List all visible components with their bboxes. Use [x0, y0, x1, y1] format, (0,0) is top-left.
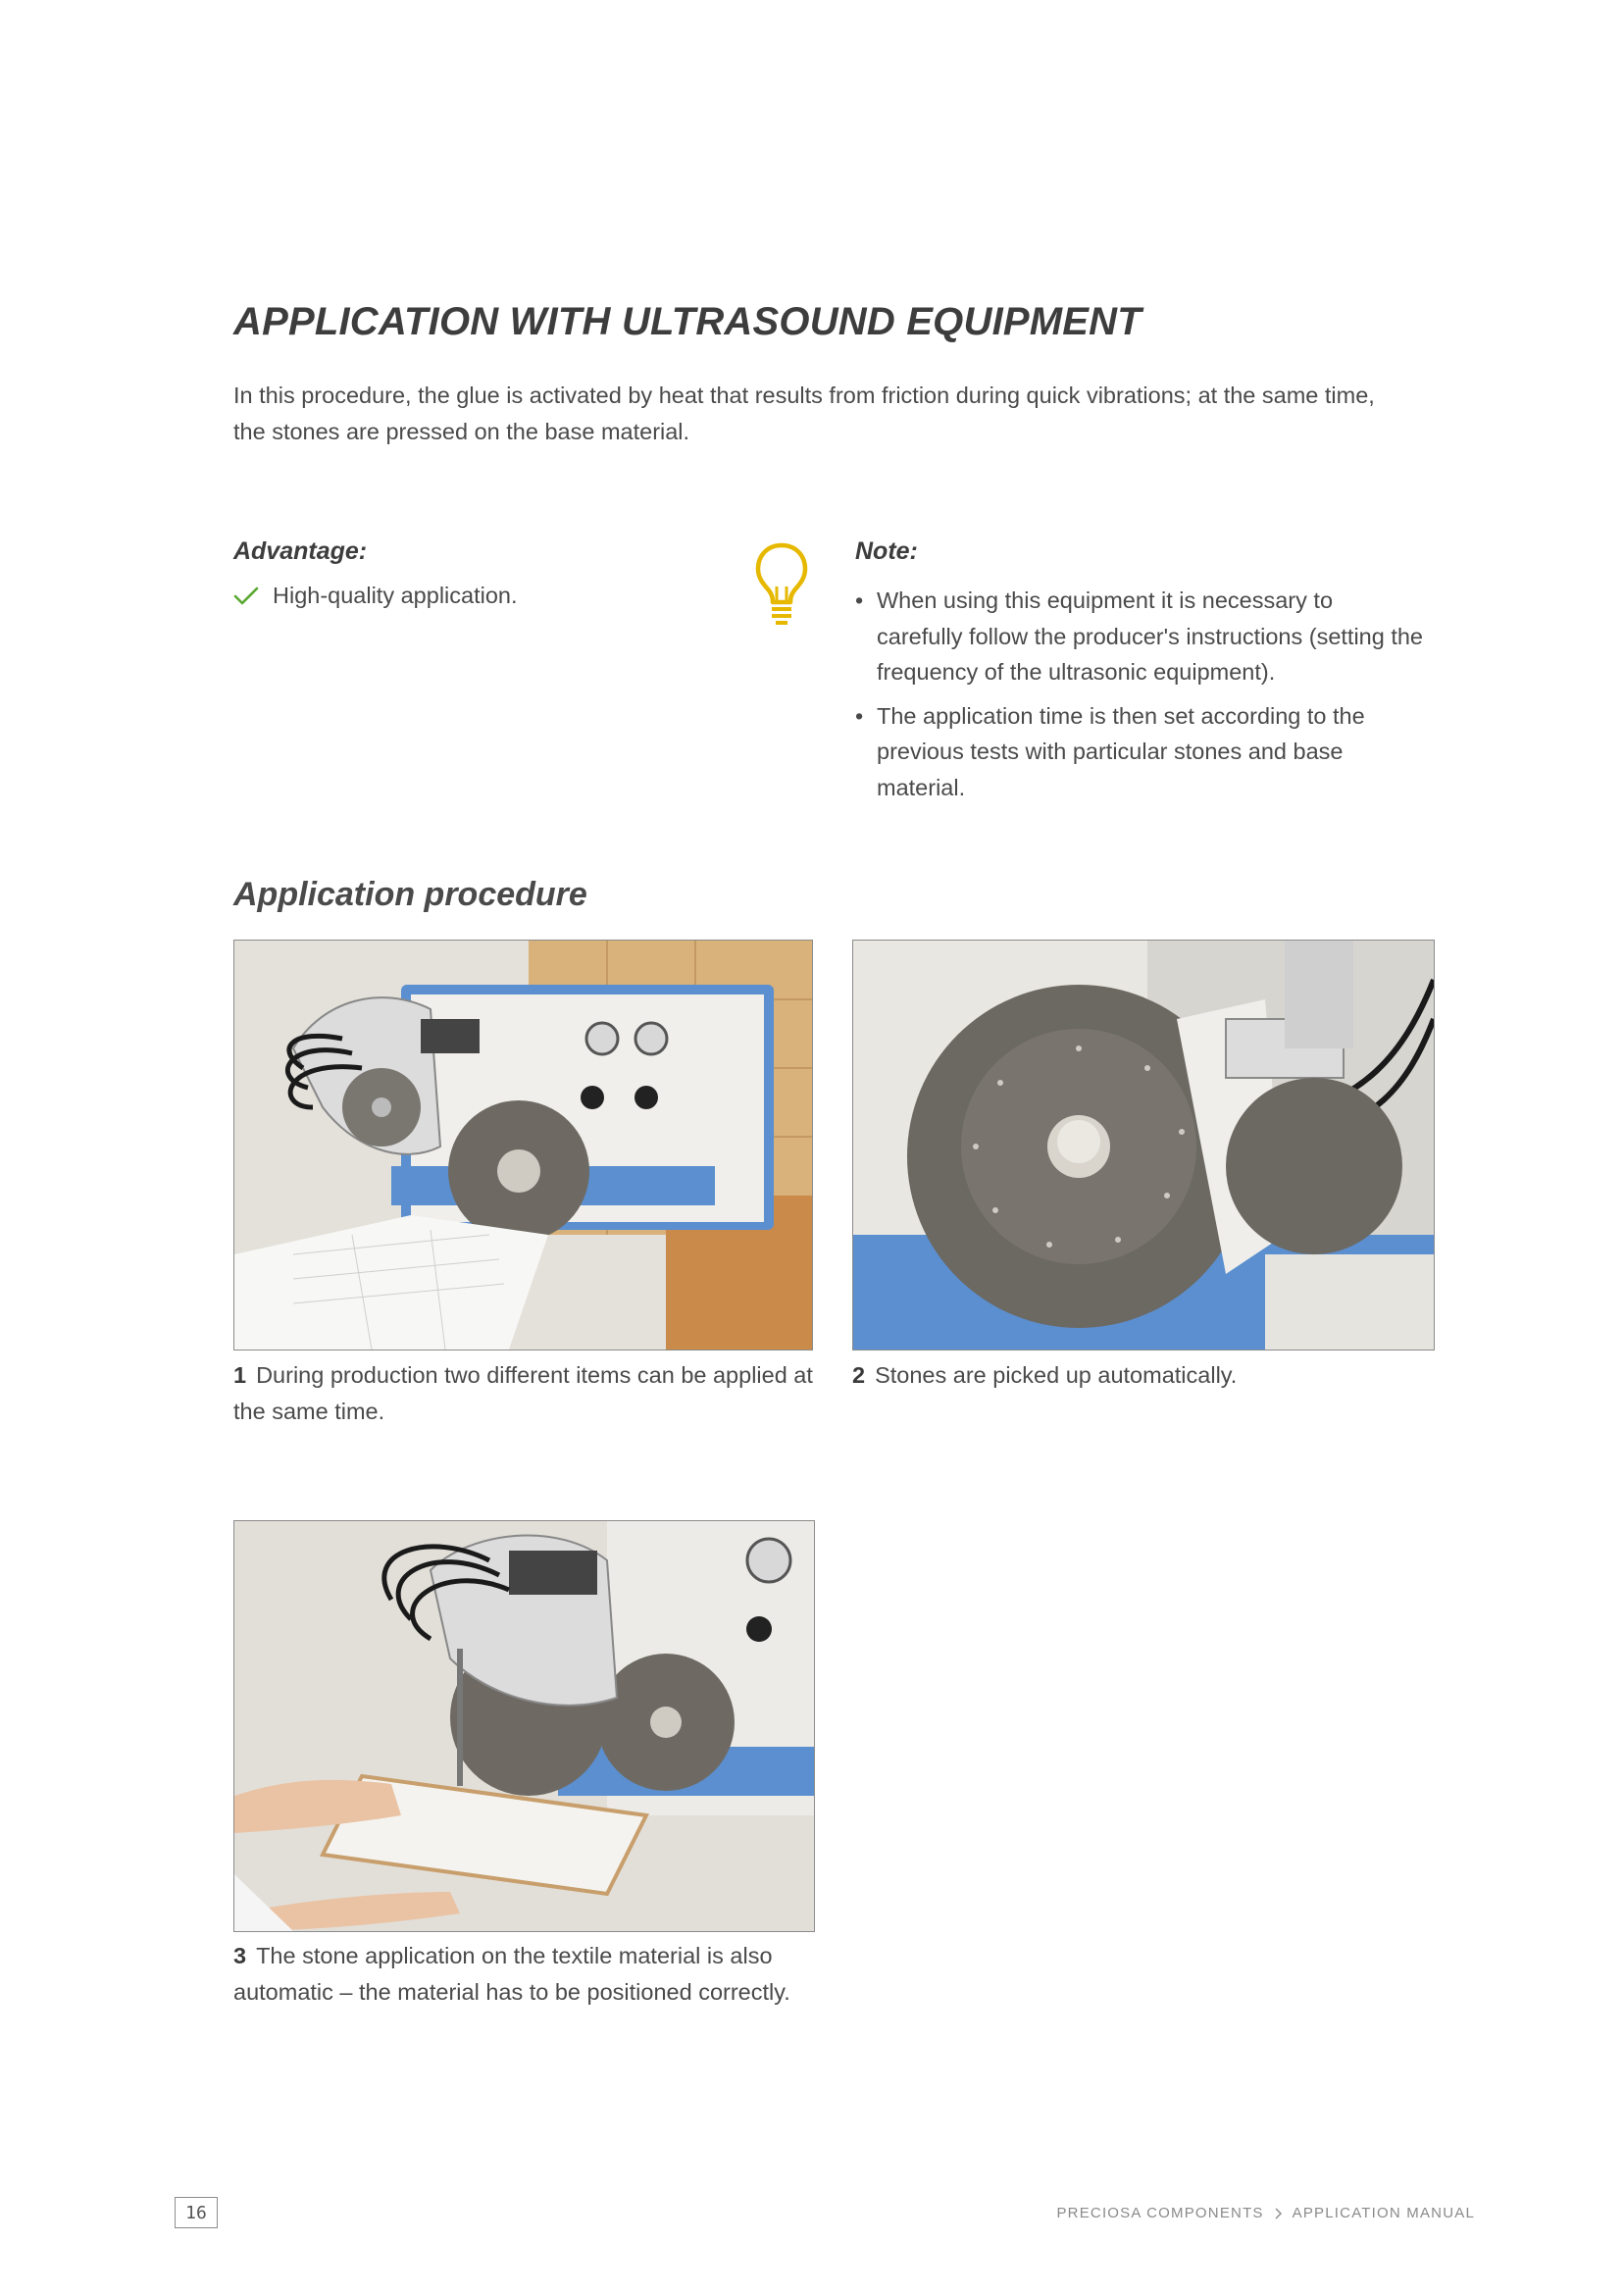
page-number: 16 — [175, 2197, 218, 2228]
note-item: • The application time is then set according to the previous tests with particular stones and base material. — [855, 698, 1424, 806]
advantage-item-text: High-quality application. — [273, 583, 518, 608]
chevron-right-icon — [1274, 2208, 1283, 2219]
advantage-item — [233, 583, 518, 609]
caption-number: 2 — [852, 1362, 866, 1388]
caption-1 — [233, 1357, 822, 1429]
caption-number: 3 — [233, 1943, 247, 1968]
caption-text: Stones are picked up automatically. — [875, 1362, 1238, 1388]
footer-section: APPLICATION MANUAL — [1292, 2205, 1475, 2221]
lightbulb-icon — [753, 541, 810, 626]
photo-stone-pickup — [852, 940, 1435, 1351]
caption-text: During production two different items can be applied at the same time. — [233, 1362, 813, 1424]
caption-3 — [233, 1938, 822, 2010]
page-title: APPLICATION WITH ULTRASOUND EQUIPMENT — [233, 300, 1142, 343]
intro-paragraph: In this procedure, the glue is activated by heat that results from friction during quick vibrations; at the same time, the stones are pressed on the base material. — [233, 382, 1375, 444]
procedure-heading: Application procedure — [233, 876, 587, 913]
note-item: • When using this equipment it is necessary to carefully follow the producer's instructions (setting the frequency of the ultrasonic equipment). — [855, 583, 1424, 690]
caption-number: 1 — [233, 1362, 247, 1388]
caption-text: The stone application on the textile material is also automatic – the material has to be positioned correctly. — [233, 1943, 790, 2005]
footer-breadcrumb — [1056, 2205, 1475, 2221]
note-heading: Note: — [855, 537, 918, 565]
photo-machine-overview — [233, 940, 813, 1351]
caption-2 — [852, 1357, 1441, 1394]
note-list — [855, 583, 1424, 813]
advantage-heading: Advantage: — [233, 537, 368, 565]
photo-textile-positioning — [233, 1520, 815, 1932]
footer-brand: PRECIOSA COMPONENTS — [1056, 2205, 1264, 2221]
check-icon — [233, 586, 259, 607]
